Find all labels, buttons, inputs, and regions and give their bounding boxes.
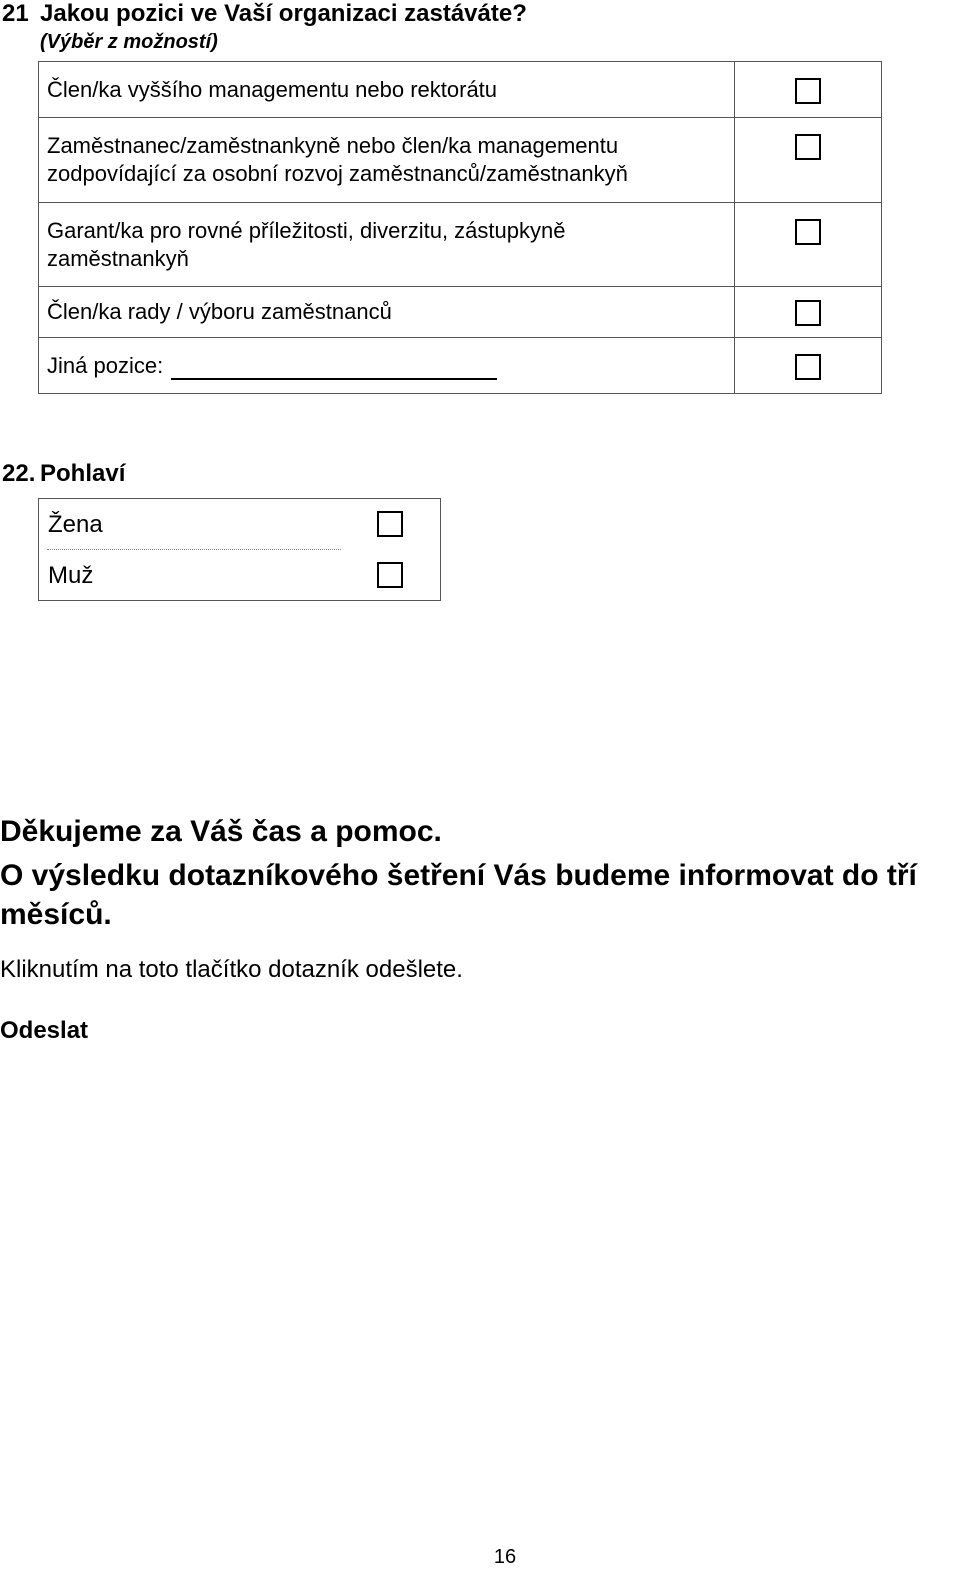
- other-position-input[interactable]: [171, 354, 497, 380]
- q22-option-row: [39, 499, 440, 550]
- q21-option-row: [39, 118, 882, 203]
- submit-button[interactable]: Odeslat: [0, 1017, 89, 1044]
- q21-subtitle: (Výběr z možností): [40, 31, 218, 53]
- q21-option-label: Člen/ka rady / výboru zaměstnanců: [39, 287, 735, 338]
- q21-options-table: [38, 61, 882, 394]
- q22-option-label: Muž: [48, 562, 94, 589]
- q21-option-label: Člen/ka vyššího managementu nebo rektorátu: [39, 62, 735, 118]
- q21-option-3-checkbox[interactable]: [795, 219, 821, 245]
- q21-title: [2, 0, 527, 28]
- q22-option-female-checkbox[interactable]: [377, 511, 403, 537]
- results-info-text: O výsledku dotazníkového šetření Vás budeme informovat do tří měsíců.: [0, 859, 917, 931]
- q21-option-row: [39, 287, 882, 338]
- q22-number: 22.: [2, 460, 36, 487]
- q21-option-label: Jiná pozice:: [47, 352, 164, 378]
- q21-option-row: [39, 203, 882, 287]
- thanks-text: Děkujeme za Váš čas a pomoc.: [0, 815, 442, 848]
- closing-message: [0, 812, 960, 934]
- q21-option-row: [39, 62, 882, 118]
- q21-question: Jakou pozici ve Vaší organizaci zastáváte?: [40, 0, 527, 27]
- q22-title: [2, 460, 125, 488]
- q21-option-1-checkbox[interactable]: [795, 78, 821, 104]
- q21-option-label: Garant/ka pro rovné příležitosti, diverzitu, zástupkyně zaměstnankyň: [39, 203, 735, 287]
- q21-option-label: Zaměstnanec/zaměstnankyně nebo člen/ka managementu zodpovídající za osobní rozvoj zaměstnanců/zaměstnankyň: [39, 118, 735, 203]
- q21-number: 21: [2, 0, 29, 27]
- q22-option-label: Žena: [48, 511, 103, 538]
- q21-option-2-checkbox[interactable]: [795, 134, 821, 160]
- q21-option-4-checkbox[interactable]: [795, 300, 821, 326]
- q22-option-row: [39, 550, 440, 601]
- q22-option-male-checkbox[interactable]: [377, 562, 403, 588]
- q21-option-5-checkbox[interactable]: [795, 354, 821, 380]
- submit-note: Kliknutím na toto tlačítko dotazník odešlete.: [0, 956, 463, 983]
- page-number: 16: [493, 1546, 517, 1568]
- q22-options-table: [38, 498, 441, 601]
- q22-question: Pohlaví: [40, 460, 126, 487]
- q21-option-row: [39, 338, 882, 394]
